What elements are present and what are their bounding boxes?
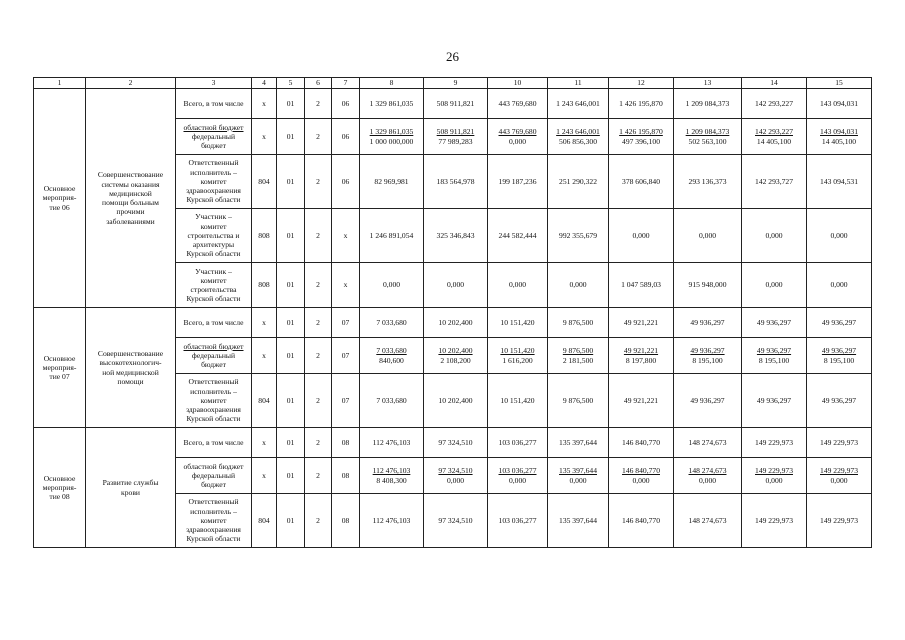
value-cell <box>807 338 872 374</box>
value-federal: 2 181,500 <box>562 355 594 365</box>
value-regional: 49 921,221 <box>623 346 659 356</box>
value-cell: 142 293,227 <box>742 89 807 119</box>
value-cell: 97 324,510 <box>424 428 488 458</box>
value-cell: 149 229,973 <box>742 494 807 548</box>
value-cell: 10 202,400 <box>424 308 488 338</box>
value-cell: 0,000 <box>742 209 807 263</box>
value-cell: 49 936,297 <box>742 374 807 428</box>
value-cell <box>742 458 807 494</box>
value-cell: 0,000 <box>807 263 872 308</box>
value-regional: 149 229,973 <box>820 466 858 476</box>
value-federal: 506 856,300 <box>559 136 597 146</box>
code-cell: 2 <box>305 308 332 338</box>
value-cell: 49 936,297 <box>674 308 742 338</box>
code-cell: 804 <box>252 155 277 209</box>
value-cell: 7 033,680 <box>360 308 424 338</box>
header-cell: 6 <box>305 78 332 89</box>
value-regional: 146 840,770 <box>622 466 660 476</box>
value-cell <box>488 458 548 494</box>
code-cell: 07 <box>332 308 360 338</box>
value-cell <box>548 119 609 155</box>
value-regional: 49 936,297 <box>756 346 792 356</box>
value-cell: 1 246 891,054 <box>360 209 424 263</box>
activity-name: Основное мероприя- тие 08 <box>34 428 86 548</box>
value-cell: 325 346,843 <box>424 209 488 263</box>
value-cell: 49 921,221 <box>609 374 674 428</box>
value-cell: 103 036,277 <box>488 428 548 458</box>
header-cell: 10 <box>488 78 548 89</box>
value-regional: 1 426 195,870 <box>619 127 663 137</box>
value-cell: 508 911,821 <box>424 89 488 119</box>
row-label: Ответственный исполнитель – комитет здравоохранения Курской области <box>176 155 252 209</box>
row-label: Всего, в том числе <box>176 308 252 338</box>
header-cell: 12 <box>609 78 674 89</box>
value-cell: 0,000 <box>609 209 674 263</box>
code-cell: 07 <box>332 338 360 374</box>
header-cell: 15 <box>807 78 872 89</box>
value-regional: 10 202,400 <box>438 346 473 356</box>
code-cell: 08 <box>332 458 360 494</box>
row-label: Участник – комитет строительства Курской области <box>176 263 252 308</box>
value-regional: 149 229,973 <box>755 466 793 476</box>
code-cell: 08 <box>332 494 360 548</box>
table-row <box>34 428 872 458</box>
header-cell: 14 <box>742 78 807 89</box>
code-cell: 2 <box>305 119 332 155</box>
value-regional: 443 769,680 <box>498 127 537 137</box>
value-cell: 149 229,973 <box>807 428 872 458</box>
value-federal: 0,000 <box>698 475 717 485</box>
table-row <box>34 89 872 119</box>
value-cell: 143 094,031 <box>807 89 872 119</box>
value-cell: 1 426 195,870 <box>609 89 674 119</box>
value-federal: 0,000 <box>632 475 650 485</box>
value-federal: 0,000 <box>508 475 527 485</box>
value-cell <box>674 458 742 494</box>
code-cell: 01 <box>277 119 305 155</box>
value-cell: 146 840,770 <box>609 428 674 458</box>
code-cell: х <box>332 263 360 308</box>
code-cell: 08 <box>332 428 360 458</box>
header-cell: 1 <box>34 78 86 89</box>
code-cell: 2 <box>305 458 332 494</box>
value-regional: 49 936,297 <box>821 346 857 356</box>
value-federal: 14 405,100 <box>756 136 792 146</box>
value-cell <box>548 338 609 374</box>
code-cell: 808 <box>252 263 277 308</box>
value-cell: 49 936,297 <box>674 374 742 428</box>
value-regional: 508 911,821 <box>436 127 475 137</box>
value-cell: 146 840,770 <box>609 494 674 548</box>
value-cell: 135 397,644 <box>548 428 609 458</box>
value-cell: 0,000 <box>742 263 807 308</box>
code-cell: х <box>252 428 277 458</box>
code-cell: 2 <box>305 89 332 119</box>
code-cell: 2 <box>305 209 332 263</box>
value-cell <box>360 338 424 374</box>
value-cell: 49 936,297 <box>807 308 872 338</box>
activity-description: Развитие службы крови <box>86 428 176 548</box>
header-cell: 5 <box>277 78 305 89</box>
value-federal: 8 408,300 <box>376 475 407 485</box>
value-regional: 112 476,103 <box>372 466 411 476</box>
value-regional: 1 209 084,373 <box>685 127 730 137</box>
code-cell: 01 <box>277 263 305 308</box>
value-regional: 103 036,277 <box>498 466 537 476</box>
value-cell: 0,000 <box>674 209 742 263</box>
activity-name: Основное мероприя- тие 07 <box>34 308 86 428</box>
code-cell: 07 <box>332 374 360 428</box>
activity-description: Совершенствование высокотехнологич- ной медицинской помощи <box>86 308 176 428</box>
value-regional: 7 033,680 <box>376 346 407 356</box>
code-cell: 01 <box>277 374 305 428</box>
code-cell: 2 <box>305 374 332 428</box>
value-cell: 0,000 <box>548 263 609 308</box>
code-cell: 804 <box>252 494 277 548</box>
value-cell: 443 769,680 <box>488 89 548 119</box>
header-cell: 8 <box>360 78 424 89</box>
value-federal: 502 563,100 <box>688 136 727 146</box>
value-cell: 378 606,840 <box>609 155 674 209</box>
value-federal: 8 195,100 <box>692 355 723 365</box>
code-cell: 2 <box>305 494 332 548</box>
header-cell: 9 <box>424 78 488 89</box>
code-cell: 01 <box>277 428 305 458</box>
value-federal: 8 195,100 <box>823 355 855 365</box>
code-cell: 2 <box>305 263 332 308</box>
value-cell: 103 036,277 <box>488 494 548 548</box>
value-cell: 0,000 <box>807 209 872 263</box>
value-cell <box>742 119 807 155</box>
value-federal: 497 396,100 <box>622 136 660 146</box>
value-cell: 183 564,978 <box>424 155 488 209</box>
value-cell: 1 047 589,03 <box>609 263 674 308</box>
code-cell: 01 <box>277 308 305 338</box>
value-cell <box>807 119 872 155</box>
value-cell: 149 229,973 <box>807 494 872 548</box>
row-label: областной бюджет федеральный бюджет <box>176 119 252 155</box>
value-cell: 0,000 <box>424 263 488 308</box>
code-cell: 06 <box>332 119 360 155</box>
value-federal: 14 405,100 <box>821 136 857 146</box>
value-cell: 82 969,981 <box>360 155 424 209</box>
value-cell: 143 094,531 <box>807 155 872 209</box>
code-cell: х <box>252 119 277 155</box>
value-cell: 0,000 <box>488 263 548 308</box>
value-regional: 135 397,644 <box>559 466 597 476</box>
value-federal: 2 108,200 <box>440 355 471 365</box>
code-cell: 808 <box>252 209 277 263</box>
code-cell: 01 <box>277 458 305 494</box>
value-regional: 10 151,420 <box>500 346 535 356</box>
value-cell: 10 151,420 <box>488 374 548 428</box>
value-cell <box>674 119 742 155</box>
value-federal: 8 197,800 <box>625 355 657 365</box>
header-cell: 4 <box>252 78 277 89</box>
value-cell <box>424 458 488 494</box>
value-cell: 1 243 646,001 <box>548 89 609 119</box>
value-cell: 142 293,727 <box>742 155 807 209</box>
value-cell: 0,000 <box>360 263 424 308</box>
value-regional: 9 876,500 <box>562 346 594 356</box>
code-cell: х <box>252 308 277 338</box>
row-label: Участник – комитет строительства и архитектуры Курской области <box>176 209 252 263</box>
value-cell <box>548 458 609 494</box>
row-label-underlined: областной бюджет <box>183 341 244 351</box>
value-cell <box>742 338 807 374</box>
value-regional: 1 243 646,001 <box>556 127 600 137</box>
value-cell <box>360 458 424 494</box>
table-row <box>34 308 872 338</box>
row-label: Всего, в том числе <box>176 89 252 119</box>
row-label-underlined: областной бюджет <box>183 122 244 132</box>
header-cell: 13 <box>674 78 742 89</box>
value-cell <box>488 338 548 374</box>
code-cell: 2 <box>305 155 332 209</box>
code-cell: 01 <box>277 89 305 119</box>
value-cell: 9 876,500 <box>548 308 609 338</box>
value-federal: 0,000 <box>446 475 465 485</box>
row-label: Ответственный исполнитель – комитет здравоохранения Курской области <box>176 374 252 428</box>
value-cell: 915 948,000 <box>674 263 742 308</box>
value-cell: 1 209 084,373 <box>674 89 742 119</box>
page-number: 26 <box>446 49 459 64</box>
row-label: Ответственный исполнитель – комитет здравоохранения Курской области <box>176 494 252 548</box>
code-cell: 2 <box>305 338 332 374</box>
value-cell <box>807 458 872 494</box>
header-cell: 11 <box>548 78 609 89</box>
value-cell: 293 136,373 <box>674 155 742 209</box>
value-cell: 10 151,420 <box>488 308 548 338</box>
value-cell <box>424 338 488 374</box>
code-cell: 01 <box>277 209 305 263</box>
value-cell: 148 274,673 <box>674 494 742 548</box>
row-label: областной бюджет федеральный бюджет <box>176 458 252 494</box>
code-cell: 06 <box>332 155 360 209</box>
value-cell: 7 033,680 <box>360 374 424 428</box>
value-cell: 148 274,673 <box>674 428 742 458</box>
value-cell: 9 876,500 <box>548 374 609 428</box>
row-label: Всего, в том числе <box>176 428 252 458</box>
value-regional: 142 293,227 <box>755 127 793 137</box>
value-cell: 199 187,236 <box>488 155 548 209</box>
value-cell: 1 329 861,035 <box>360 89 424 119</box>
value-federal: 0,000 <box>569 475 587 485</box>
value-cell: 244 582,444 <box>488 209 548 263</box>
header-cell: 3 <box>176 78 252 89</box>
code-cell: 2 <box>305 428 332 458</box>
value-cell <box>609 458 674 494</box>
code-cell: 01 <box>277 494 305 548</box>
header-cell: 2 <box>86 78 176 89</box>
budget-table <box>33 77 872 548</box>
value-federal: 77 989,283 <box>438 136 473 146</box>
value-cell <box>488 119 548 155</box>
row-label: областной бюджет федеральный бюджет <box>176 338 252 374</box>
value-cell <box>609 338 674 374</box>
code-cell: 06 <box>332 89 360 119</box>
value-federal: 1 000 000,000 <box>369 136 414 146</box>
value-cell: 251 290,322 <box>548 155 609 209</box>
value-cell: 97 324,510 <box>424 494 488 548</box>
code-cell: х <box>332 209 360 263</box>
value-cell: 49 921,221 <box>609 308 674 338</box>
code-cell: х <box>252 89 277 119</box>
value-federal: 0,000 <box>830 475 848 485</box>
value-cell <box>360 119 424 155</box>
value-federal: 840,600 <box>379 355 404 365</box>
header-cell: 7 <box>332 78 360 89</box>
code-cell: х <box>252 338 277 374</box>
value-cell: 149 229,973 <box>742 428 807 458</box>
value-regional: 1 329 861,035 <box>369 127 414 137</box>
value-federal: 8 195,100 <box>758 355 790 365</box>
value-federal: 1 616,200 <box>502 355 533 365</box>
code-cell: 804 <box>252 374 277 428</box>
code-cell: 01 <box>277 338 305 374</box>
value-regional: 97 324,510 <box>438 466 473 476</box>
value-regional: 148 274,673 <box>688 466 727 476</box>
code-cell: х <box>252 458 277 494</box>
value-cell <box>674 338 742 374</box>
value-federal: 0,000 <box>508 136 527 146</box>
table-body <box>34 78 872 548</box>
value-cell: 992 355,679 <box>548 209 609 263</box>
value-cell <box>424 119 488 155</box>
value-regional: 49 936,297 <box>690 346 725 356</box>
value-cell: 49 936,297 <box>807 374 872 428</box>
activity-description: Совершенствование системы оказания медицинской помощи больным прочими заболеваниями <box>86 89 176 308</box>
value-regional: 143 094,031 <box>820 127 858 137</box>
value-cell: 135 397,644 <box>548 494 609 548</box>
value-cell: 112 476,103 <box>360 494 424 548</box>
header-row <box>34 78 872 89</box>
code-cell: 01 <box>277 155 305 209</box>
value-cell <box>609 119 674 155</box>
value-cell: 112 476,103 <box>360 428 424 458</box>
value-federal: 0,000 <box>765 475 783 485</box>
activity-name: Основное мероприя- тие 06 <box>34 89 86 308</box>
value-cell: 10 202,400 <box>424 374 488 428</box>
value-cell: 49 936,297 <box>742 308 807 338</box>
